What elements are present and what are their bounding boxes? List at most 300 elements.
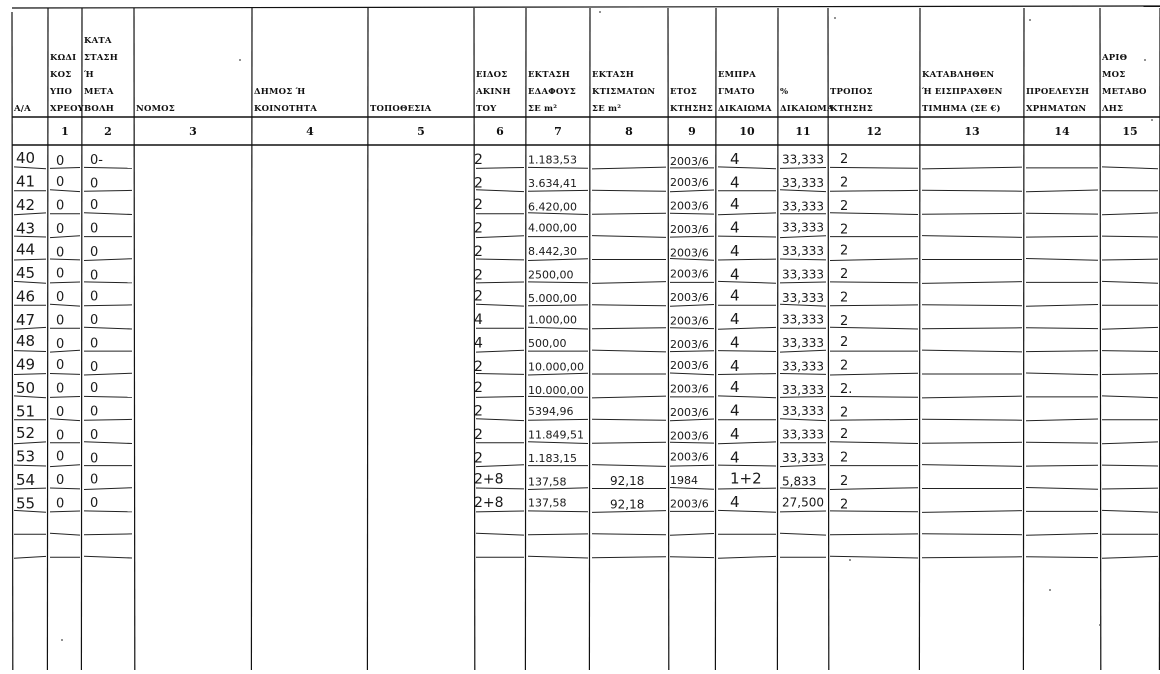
row-rule [1026, 419, 1098, 421]
row-rule [1102, 259, 1158, 260]
table-row [16, 378, 852, 397]
row-rule [718, 327, 776, 329]
row-rule [830, 556, 918, 558]
row-rule [592, 190, 666, 191]
row-rule [476, 259, 524, 260]
table-cell: 2003/6 [670, 382, 709, 396]
row-rule [528, 190, 588, 191]
row-rule [476, 488, 524, 489]
table-cell: 6.420,00 [528, 200, 577, 214]
header-label: ΑΡΙΘ [1102, 53, 1128, 63]
row-rule [528, 167, 588, 168]
table-cell: 2003/6 [670, 359, 709, 373]
table-cell: 2003/6 [670, 246, 709, 260]
header-label: ΕΤΟΣ [670, 87, 698, 97]
row-rule [718, 259, 776, 260]
row-rule [1026, 328, 1098, 329]
table-row [16, 286, 848, 305]
row-rule [528, 327, 588, 329]
row-rule [1026, 534, 1098, 536]
table-cell: 2 [840, 267, 849, 283]
row-rule [830, 190, 918, 191]
table-cell: 0 [90, 289, 99, 305]
row-rule [592, 167, 666, 169]
table-cell: 1984 [670, 474, 698, 488]
table-cell: 2003/6 [670, 338, 709, 351]
table-cell: 2 [474, 403, 483, 420]
row-rule [592, 465, 666, 467]
table-cell: 2+8 [474, 471, 504, 488]
header-label: ΚΩΔΙ [50, 53, 77, 63]
row-rule [830, 259, 918, 261]
row-rule [1102, 213, 1158, 215]
column-rule [1023, 8, 1024, 670]
table-cell: 2500,00 [528, 268, 574, 282]
row-rule [780, 236, 826, 238]
table-cell: 0 [90, 197, 99, 213]
column-number: 12 [866, 125, 882, 138]
row-rule [1102, 488, 1158, 489]
row-rule [84, 396, 132, 397]
table-cell: 0 [56, 473, 65, 489]
table-cell: 2003/6 [670, 429, 709, 443]
table-cell: 0 [90, 176, 99, 192]
table-cell: 2 [840, 175, 849, 191]
table-cell: 0 [56, 290, 65, 305]
row-rule [1026, 488, 1098, 490]
table-cell: 49 [16, 355, 36, 374]
header-label: ΝΟΜΟΣ [136, 104, 175, 114]
row-rule [84, 419, 132, 420]
header-label: ΤΟΥ [476, 104, 497, 114]
table-cell: 4 [730, 286, 740, 305]
table-cell: 2 [474, 380, 483, 396]
table-cell: 48 [16, 332, 36, 351]
row-rule [592, 282, 666, 284]
table-cell: 4 [730, 218, 740, 237]
table-cell: 4 [730, 493, 740, 512]
header-label: ΕΚΤΑΣΗ [528, 70, 571, 80]
row-rule [592, 442, 666, 443]
table-cell: 0 [90, 496, 99, 512]
table-cell: 2 [474, 220, 483, 237]
row-rule [830, 442, 918, 444]
row-rule [718, 396, 776, 398]
table-cell: 2 [840, 405, 849, 421]
table-cell: 5,833 [782, 474, 817, 489]
row-rule [922, 419, 1022, 420]
header-label: Ή ΕΙΣΠΡΑΧΘΕΝ [922, 87, 1003, 97]
row-rule [592, 328, 666, 329]
header-row [13, 36, 1147, 114]
row-rule [476, 511, 524, 512]
speck [1029, 19, 1031, 21]
table-cell: 2003/6 [670, 406, 709, 420]
row-rule [1026, 305, 1098, 307]
table-cell: 0 [56, 337, 65, 352]
table-cell: 2003/6 [670, 450, 709, 464]
table-cell: 137,58 [528, 496, 567, 510]
table-cell: 0 [90, 428, 99, 443]
row-rule [592, 305, 666, 306]
table-cell: 54 [16, 470, 36, 489]
column-rule [777, 8, 778, 670]
table-cell: 2 [840, 314, 849, 330]
row-rule [718, 167, 776, 169]
header-label: ΤΟΠΟΘΕΣΙΑ [370, 104, 432, 114]
row-rule [670, 373, 714, 375]
speck [1049, 589, 1051, 591]
row-rule [1102, 281, 1158, 283]
table-cell: 2 [474, 427, 483, 443]
row-rule [780, 374, 826, 375]
row-rule [50, 168, 80, 169]
table-cell: 33,333 [782, 176, 824, 191]
table-cell: 0 [56, 266, 65, 282]
row-rule [1102, 442, 1158, 444]
table-cell: 0 [56, 174, 65, 190]
header-label: ΚΤΗΣΗΣ [670, 104, 713, 114]
table-cell: 33,333 [782, 359, 824, 374]
row-rule [50, 511, 80, 512]
table-cell: 11.849,51 [528, 428, 584, 442]
row-rule [1026, 557, 1098, 558]
table-cell: 1.000,00 [528, 313, 577, 327]
table-cell: 1.183,15 [528, 451, 577, 465]
table-cell: 2 [840, 426, 849, 442]
table-cell: 0 [90, 221, 99, 237]
table-row [16, 424, 848, 444]
table-cell: 0 [90, 472, 99, 488]
row-rule [1102, 351, 1158, 352]
row-rule [1026, 213, 1098, 214]
table-cell: 0 [56, 381, 65, 397]
column-number: 4 [306, 125, 314, 138]
row-rule [718, 374, 776, 375]
row-rule [476, 374, 524, 375]
row-rule [718, 213, 776, 215]
table-row [16, 149, 848, 169]
table-cell: 2 [474, 358, 483, 375]
header-label: ΚΑΤΑ [84, 36, 112, 46]
row-rule [84, 488, 132, 490]
row-rule [592, 213, 666, 214]
column-number: 10 [739, 125, 755, 138]
header-label: ΚΤΙΣΜΑΤΩΝ [592, 87, 656, 97]
row-rule [830, 534, 918, 535]
row-rule [592, 350, 666, 352]
table-cell: 4 [730, 425, 740, 443]
table-row [16, 218, 848, 237]
table-cell: 0 [56, 405, 65, 421]
row-rule [14, 167, 46, 169]
row-rule [1026, 259, 1098, 261]
table-cell: 2+8 [474, 495, 504, 512]
row-rule [830, 167, 918, 168]
table-cell: 4.000,00 [528, 221, 577, 235]
table-cell: 50 [16, 379, 36, 398]
table-cell: 1+2 [730, 469, 762, 488]
row-rule [50, 374, 80, 375]
table-cell: 4 [730, 333, 740, 352]
table-cell: 2 [474, 243, 483, 260]
row-rule [718, 442, 776, 444]
row-rule [922, 442, 1022, 443]
table-cell: 2003/6 [670, 267, 709, 281]
row-rule [780, 419, 826, 421]
table-cell: 4 [730, 401, 740, 420]
table-cell: 4 [730, 309, 740, 328]
row-rule [476, 533, 524, 535]
table-cell: 33,333 [782, 403, 824, 418]
table-row [16, 493, 848, 512]
column-rule [367, 8, 368, 670]
row-rule [780, 533, 826, 535]
table-row [16, 310, 848, 329]
column-rule [589, 8, 590, 670]
row-rule [780, 259, 826, 260]
row-rule [922, 465, 1022, 467]
row-rule [1026, 442, 1098, 443]
table-cell: 4 [730, 448, 740, 467]
row-rule [670, 534, 714, 536]
speck [1144, 59, 1146, 61]
row-rule [718, 351, 776, 352]
column-number: 7 [554, 125, 562, 138]
table-cell: 0 [56, 198, 65, 214]
row-rule [922, 396, 1022, 398]
table-cell: 2 [474, 175, 483, 192]
table-cell: 0 [90, 451, 99, 467]
table-cell: 3.634,41 [528, 177, 577, 191]
header-label: ΣΕ m² [528, 104, 558, 114]
table-cell: 0 [56, 313, 65, 329]
row-rule [780, 168, 826, 169]
table-row [16, 356, 848, 375]
column-rule [12, 12, 13, 670]
row-rule [476, 397, 524, 398]
column-rule [715, 8, 716, 670]
row-rule [528, 259, 588, 261]
table-cell: 2003/6 [670, 175, 709, 189]
table-cell: 4 [730, 150, 740, 169]
row-rule [1102, 167, 1158, 169]
header-label: ΧΡΗΜΑΤΩΝ [1026, 104, 1087, 114]
table-row [16, 264, 848, 283]
table-cell: 2003/6 [670, 291, 709, 304]
table-cell: 0 [56, 428, 65, 444]
row-rule [528, 534, 588, 535]
table-cell: 46 [16, 287, 36, 306]
table-cell: 33,333 [782, 267, 824, 282]
table-cell: 4 [730, 265, 740, 284]
column-rule [251, 8, 252, 670]
row-rule [84, 213, 132, 215]
speck [599, 11, 601, 13]
table-cell: 2 [474, 152, 483, 169]
row-rule [718, 236, 776, 237]
row-rule [670, 236, 714, 237]
table-cell: 2 [840, 290, 849, 306]
column-number: 6 [496, 125, 504, 138]
row-rule [670, 465, 714, 466]
column-number-row [61, 125, 1137, 138]
table-cell: 2 [840, 335, 849, 351]
row-rule [922, 213, 1022, 214]
row-rule [592, 557, 666, 558]
row-rule [1026, 373, 1098, 375]
speck [239, 59, 241, 61]
table-row [16, 195, 848, 214]
row-rule [528, 282, 588, 283]
row-rule [14, 556, 46, 558]
header-label: ΕΙΔΟΣ [476, 70, 508, 80]
header-label: ΚΤΗΣΗΣ [830, 104, 873, 114]
table-cell: 2 [840, 199, 849, 214]
row-rule [670, 488, 714, 490]
row-rule [780, 282, 826, 283]
row-rule [592, 236, 666, 238]
column-number: 8 [625, 125, 633, 138]
row-rule [476, 168, 524, 169]
column-number: 1 [61, 125, 69, 138]
row-rule [670, 557, 714, 558]
row-rule [50, 465, 80, 467]
table-row [16, 241, 848, 261]
table-cell: 55 [16, 494, 36, 513]
column-number: 15 [1122, 125, 1138, 138]
table-cell: 33,333 [782, 335, 824, 350]
table-cell: 0 [56, 153, 65, 169]
header-label: ΣΤΑΣΗ [84, 53, 118, 63]
header-label: ΕΚΤΑΣΗ [592, 70, 635, 80]
row-rule [780, 350, 826, 352]
table-cell: 33,333 [782, 450, 824, 465]
header-label: Α/Α [14, 104, 31, 114]
header-label: ΛΗΣ [1102, 104, 1124, 114]
column-number: 5 [417, 125, 425, 138]
row-rule [1102, 374, 1158, 375]
speck [61, 639, 63, 641]
table-cell: 2 [840, 152, 849, 167]
row-rule [528, 373, 588, 375]
row-rule [528, 511, 588, 512]
table-cell: 8.442,30 [528, 245, 577, 259]
table-cell: 44 [16, 240, 36, 259]
row-rule [922, 282, 1022, 284]
row-rule [922, 190, 1022, 191]
table-cell: 33,333 [782, 152, 824, 167]
row-rule [50, 190, 80, 192]
row-rule [670, 328, 714, 329]
header-label: ΚΟΙΝΟΤΗΤΑ [254, 104, 318, 114]
table-cell: 0 [90, 312, 99, 328]
header-label: ΓΜΑΤΟ [718, 87, 755, 97]
header-label: ΤΙΜΗΜΑ (ΣΕ €) [922, 104, 1001, 114]
row-rule [1102, 556, 1158, 558]
row-rule [476, 304, 524, 306]
header-label: ΔΗΜΟΣ Ή [254, 87, 306, 97]
row-rule [1026, 465, 1098, 466]
table-cell: 0 [90, 268, 99, 284]
row-rule [922, 511, 1022, 513]
header-label: ΔΙΚΑΙΩΜΑ [780, 104, 834, 114]
table-cell: 2 [840, 497, 849, 513]
table-cell: 33,333 [782, 312, 824, 327]
row-rule [476, 350, 524, 352]
table-cell: 0 [56, 449, 65, 465]
table-cell: 43 [16, 219, 36, 238]
row-rule [922, 534, 1022, 535]
row-rule [922, 236, 1022, 238]
row-rule [84, 534, 132, 535]
row-rule [1102, 236, 1158, 237]
column-number: 9 [688, 125, 696, 138]
row-rule [84, 305, 132, 306]
table-cell: 47 [16, 311, 36, 330]
top-rule [12, 6, 1160, 8]
row-rule [1102, 327, 1158, 329]
header-label: ΥΠΟ [50, 87, 73, 97]
table-cell: 2003/6 [670, 154, 709, 168]
column-number: 13 [964, 125, 980, 138]
table-cell: 1.183,53 [528, 153, 577, 167]
header-label: ΠΡΟΕΛΕΥΣΗ [1026, 87, 1090, 97]
table-cell: 2 [474, 196, 483, 213]
speck [834, 17, 836, 19]
column-rule [525, 8, 526, 670]
row-rule [670, 419, 714, 421]
row-rule [50, 304, 80, 306]
table-cell: 33,333 [782, 199, 824, 214]
table-cell: 52 [16, 423, 36, 442]
column-rule [1100, 8, 1101, 670]
row-rule [14, 259, 46, 260]
table-cell: 4 [730, 241, 740, 260]
row-rule [670, 305, 714, 307]
table-cell: 2003/6 [670, 314, 709, 328]
table-cell: 10.000,00 [528, 360, 584, 374]
row-rule [50, 350, 80, 352]
row-rule [922, 328, 1022, 329]
row-rule [528, 556, 588, 558]
row-rule [1026, 190, 1098, 192]
column-number: 3 [189, 125, 197, 138]
row-rule [14, 442, 46, 444]
table-cell: 2 [840, 473, 849, 489]
table-row [16, 447, 848, 466]
header-label: ΣΕ m² [592, 104, 622, 114]
row-rule [718, 556, 776, 558]
header-label: ΚΑΤΑΒΛΗΘΕΝ [922, 70, 995, 80]
column-rule [919, 8, 920, 670]
table-cell: 41 [16, 172, 36, 191]
table-row [16, 470, 848, 489]
row-rule [670, 213, 714, 214]
table-cell: 0 [90, 244, 99, 260]
table-cell: 5.000,00 [528, 292, 577, 306]
header-label: ΔΙΚΑΙΩΜΑ [718, 104, 772, 114]
row-rule [476, 419, 524, 421]
table-cell: 2 [474, 288, 483, 305]
table-cell: 2 [840, 243, 849, 259]
row-rule [476, 236, 524, 238]
row-rule [50, 236, 80, 238]
table-cell: 33,333 [782, 244, 824, 259]
table-cell: 137,58 [528, 475, 567, 489]
row-rule [1102, 510, 1158, 512]
row-rule [670, 190, 714, 192]
